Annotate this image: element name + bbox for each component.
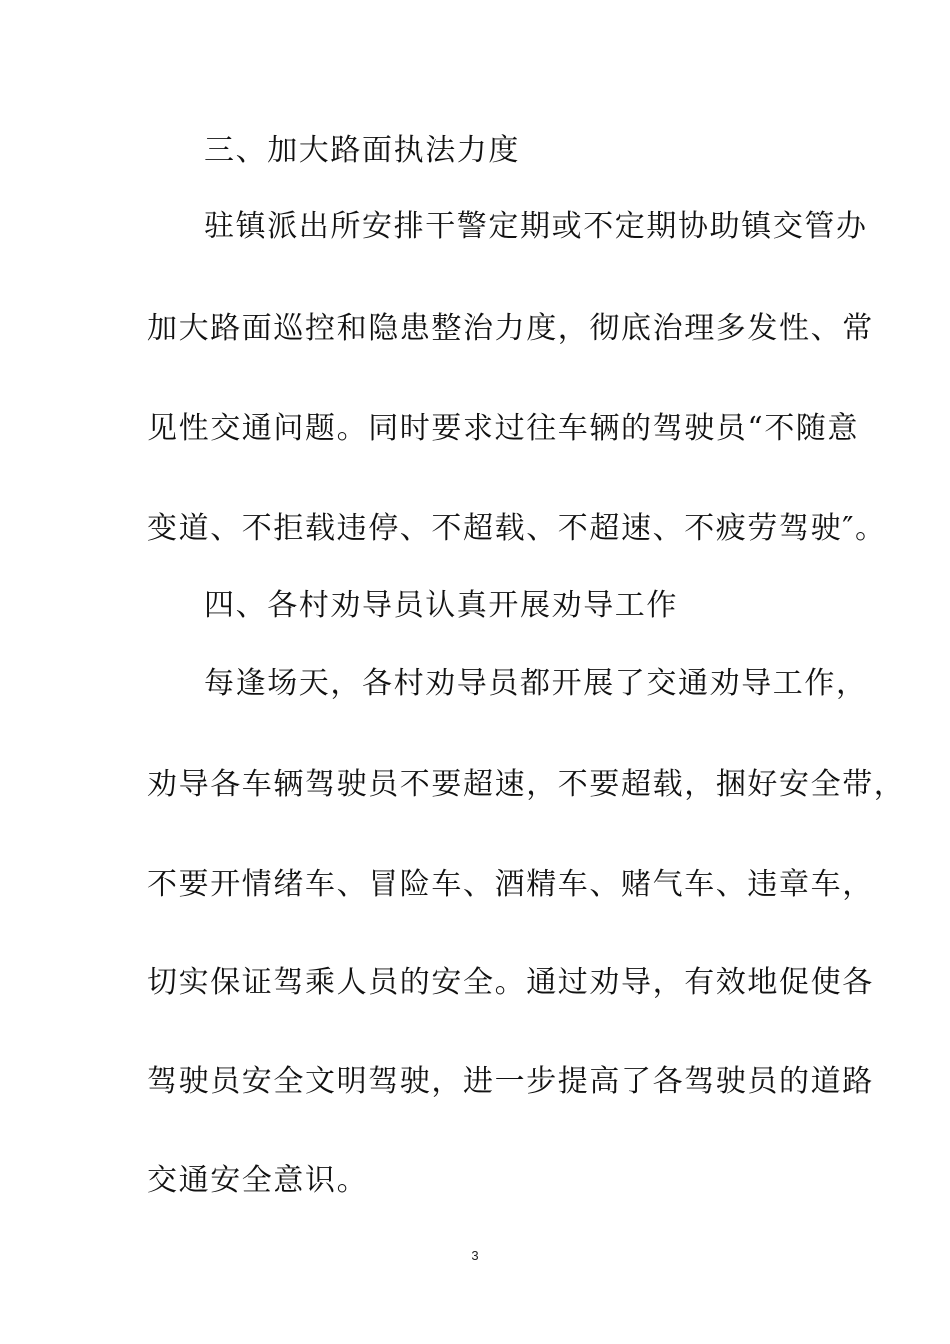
paragraph-line: 变道、不拒载违停、不超载、不超速、不疲劳驾驶″。 — [147, 511, 887, 546]
paragraph-line: 劝导各车辆驾驶员不要超速，不要超载，捆好安全带， — [147, 767, 906, 802]
paragraph-line: 驻镇派出所安排干警定期或不定期协助镇交管办 — [204, 209, 868, 244]
paragraph-line: 加大路面巡控和隐患整治力度，彻底治理多发性、常 — [147, 311, 874, 346]
paragraph-line: 交通安全意识。 — [147, 1163, 369, 1198]
paragraph-line: 每逢场天，各村劝导员都开展了交通劝导工作， — [204, 666, 868, 701]
section-heading-4: 四、各村劝导员认真开展劝导工作 — [204, 588, 678, 623]
page-number: 3 — [471, 1248, 479, 1263]
paragraph-line: 不要开情绪车、冒险车、酒精车、赌气车、违章车， — [147, 867, 874, 902]
paragraph-line: 切实保证驾乘人员的安全。通过劝导，有效地促使各 — [147, 965, 874, 1000]
paragraph-line: 见性交通问题。同时要求过往车辆的驾驶员“不随意 — [147, 411, 860, 446]
section-heading-3: 三、加大路面执法力度 — [204, 133, 520, 168]
paragraph-line: 驾驶员安全文明驾驶，进一步提高了各驾驶员的道路 — [147, 1064, 874, 1099]
